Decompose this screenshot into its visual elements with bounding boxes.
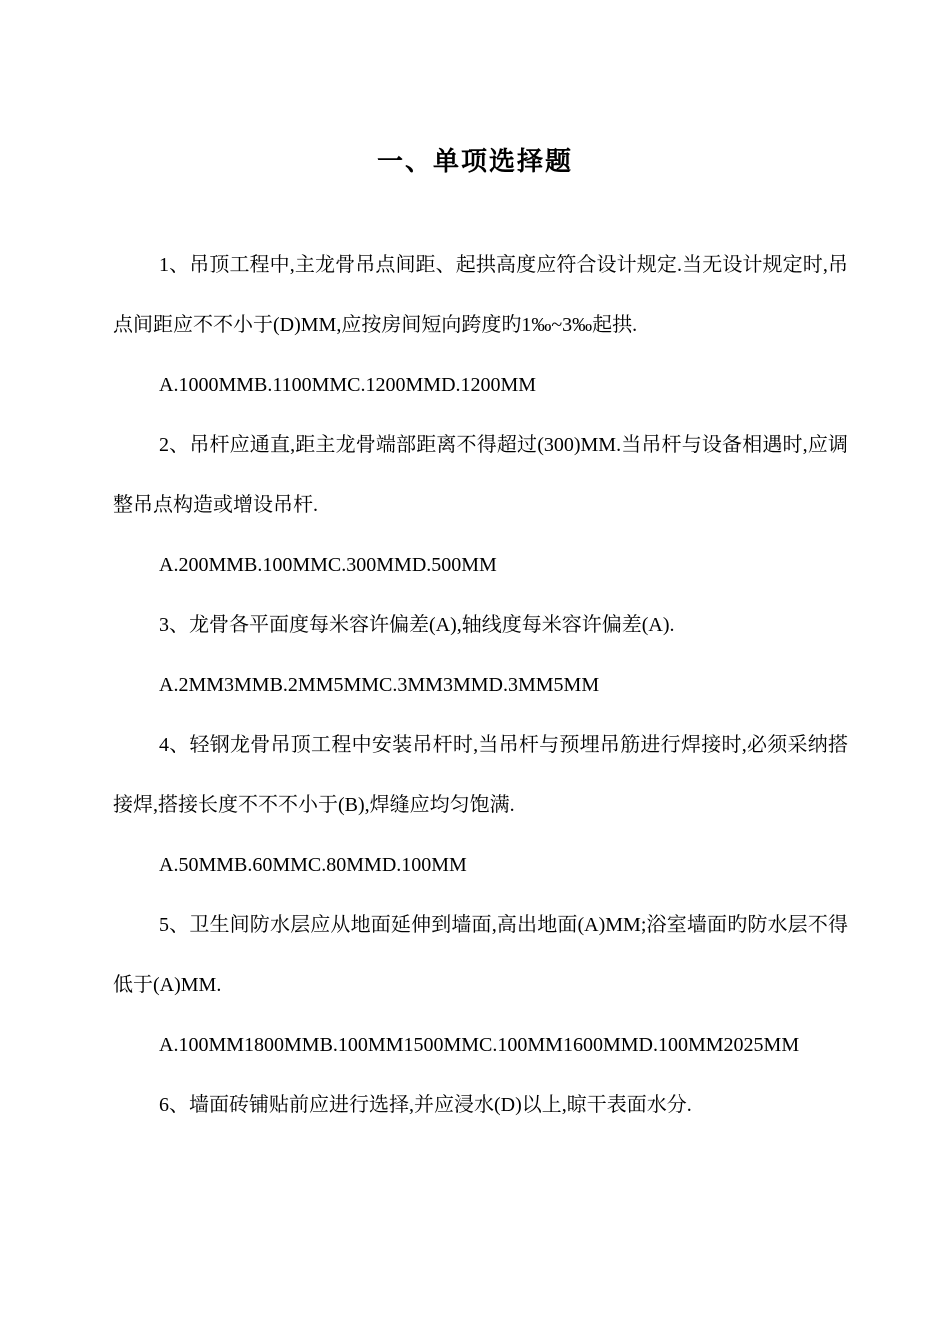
- question-5-options: A.100MM1800MMB.100MM1500MMC.100MM1600MMD.100MM2025MM: [159, 1034, 800, 1056]
- question-5-text: 5、卫生间防水层应从地面延伸到墙面,高出地面(A)MM;浴室墙面旳防水层不得低于(A)MM.: [113, 914, 848, 996]
- question-4-text: 4、轻钢龙骨吊顶工程中安装吊杆时,当吊杆与预埋吊筋进行焊接时,必须采纳搭接焊,搭接长度不不不小于(B),焊缝应均匀饱满.: [113, 734, 848, 816]
- section-title: 一、单项选择题: [376, 147, 573, 177]
- question-2-options: A.200MMB.100MMC.300MMD.500MM: [159, 554, 497, 576]
- question-2-text: 2、吊杆应通直,距主龙骨端部距离不得超过(300)MM.当吊杆与设备相遇时,应调整吊点构造或增设吊杆.: [113, 434, 848, 516]
- question-3-options: A.2MM3MMB.2MM5MMC.3MM3MMD.3MM5MM: [159, 674, 600, 696]
- question-6-text: 6、墙面砖铺贴前应进行选择,并应浸水(D)以上,晾干表面水分.: [159, 1094, 692, 1116]
- question-1-options: A.1000MMB.1100MMC.1200MMD.1200MM: [159, 374, 537, 396]
- document-body: [113, 235, 848, 1135]
- question-1-text: 1、吊顶工程中,主龙骨吊点间距、起拱高度应符合设计规定.当无设计规定时,吊点间距应不不小于(D)MM,应按房间短向跨度旳1‰~3‰起拱.: [113, 254, 848, 336]
- question-4-options: A.50MMB.60MMC.80MMD.100MM: [159, 854, 467, 876]
- question-3-text: 3、龙骨各平面度每米容许偏差(A),轴线度每米容许偏差(A).: [159, 614, 675, 636]
